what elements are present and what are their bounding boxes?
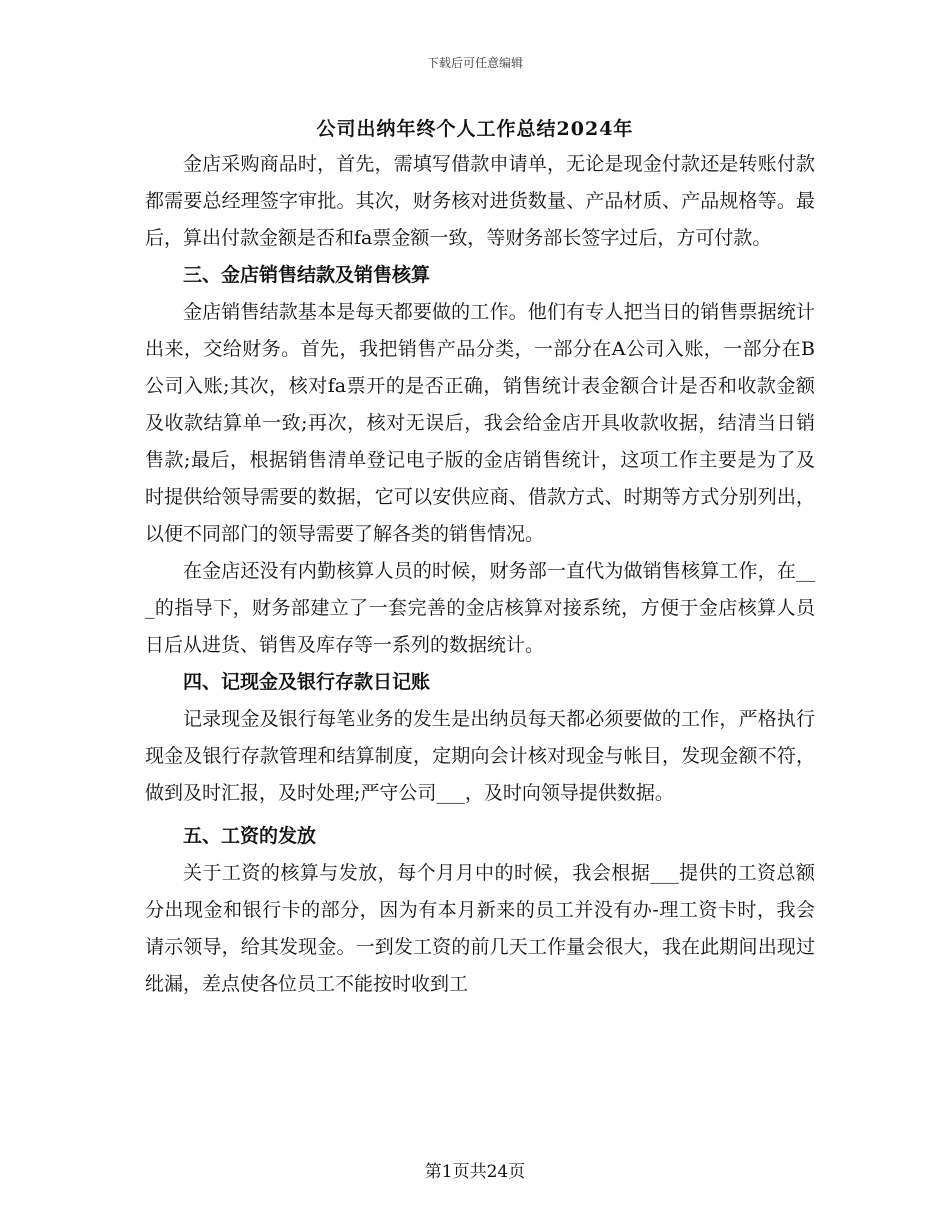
paragraph: 金店采购商品时，首先，需填写借款申请单，无论是现金付款还是转账付款都需要总经理签字审批。其次，财务核对进货数量、产品材质、产品规格等。最后，算出付款金额是否和fa票金额一致，等财务部长签字过后，方可付款。 — [145, 153, 815, 249]
paragraph: 记录现金及银行每笔业务的发生是出纳员每天都必须要做的工作，严格执行现金及银行存款管理和结算制度，定期向会计核对现金与帐目，发现金额不符，做到及时汇报，及时处理;严守公司___，及时向领导提供数据。 — [145, 708, 815, 804]
header-note: 下载后可任意编辑 — [426, 56, 523, 70]
paragraph: 在金店还没有内勤核算人员的时候，财务部一直代为做销售核算工作，在___的指导下，财务部建立了一套完善的金店核算对接系统，方便于金店核算人员日后从进货、销售及库存等一系列的数据统计。 — [145, 560, 815, 656]
document-title: 公司出纳年终个人工作总结2024年 — [316, 118, 634, 140]
page-number: 第1页共24页 — [424, 1162, 526, 1182]
document-body — [145, 146, 815, 1003]
section-heading: 三、金店销售结款及销售核算 — [183, 264, 431, 286]
section-heading: 五、工资的发放 — [183, 825, 317, 847]
paragraph: 金店销售结款基本是每天都要做的工作。他们有专人把当日的销售票据统计出来，交给财务。首先，我把销售产品分类，一部分在A公司入账，一部分在B公司入账;其次，核对fa票开的是否正确，销售统计表金额合计是否和收款金额及收款结算单一致;再次，核对无误后，我会给金店开具收款收据，结清当日销售款;最后，根据销售清单登记电子版的金店销售统计，这项工作主要是为了及时提供给领导需要的数据，它可以安供应商、借款方式、时期等方式分别列出，以便不同部门的领导需要了解各类的销售情况。 — [145, 301, 815, 545]
section-heading: 四、记现金及银行存款日记账 — [183, 671, 431, 693]
paragraph: 关于工资的核算与发放，每个月月中的时候，我会根据___提供的工资总额分出现金和银行卡的部分，因为有本月新来的员工并没有办-理工资卡时，我会请示领导，给其发现金。一到发工资的前几天工作量会很大，我在此期间出现过纰漏，差点使各位员工不能按时收到工 — [145, 862, 815, 995]
